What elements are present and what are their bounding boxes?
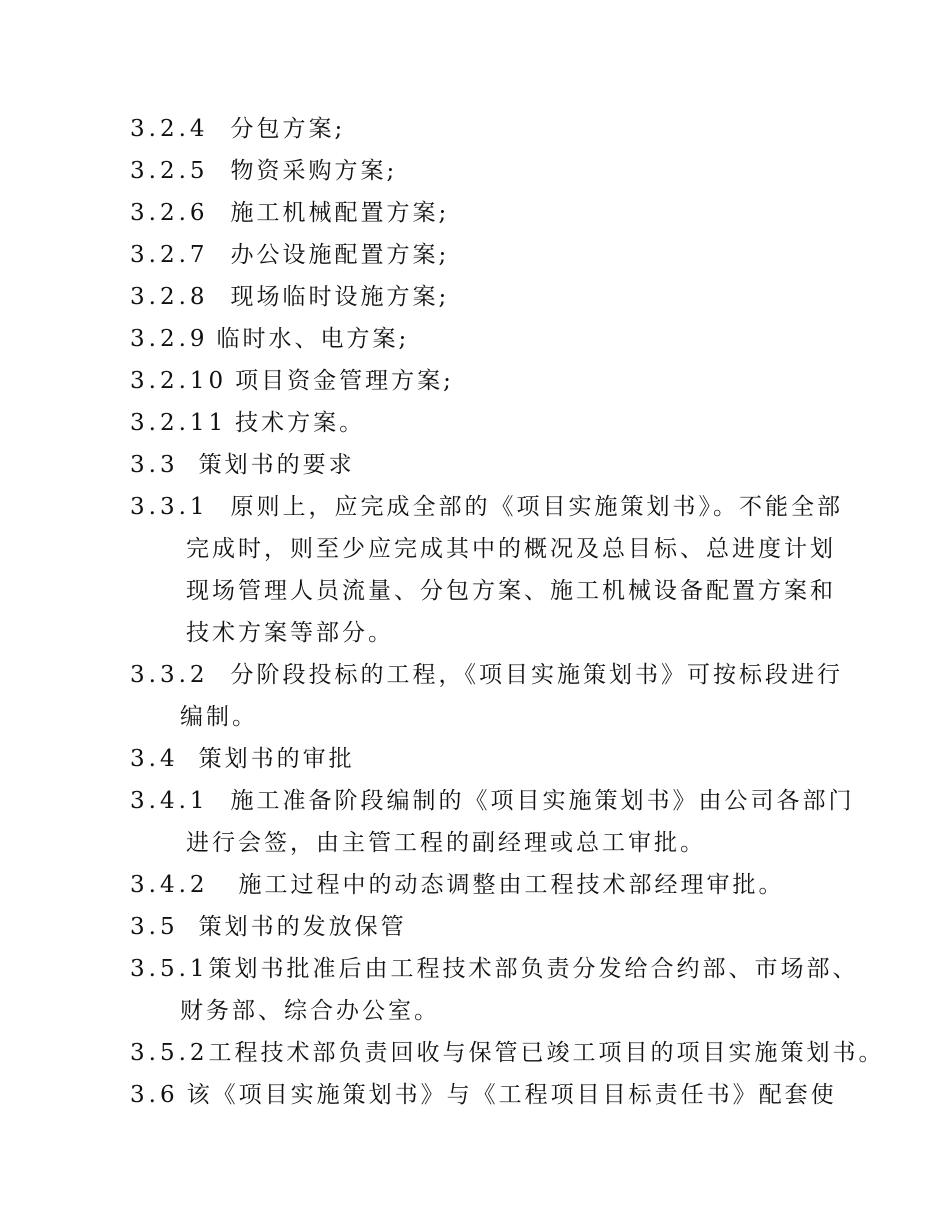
paragraph-line: 策划书批准后由工程技术部负责分发给合约部、市场部、 — [208, 956, 859, 982]
paragraph-3-5-2 — [130, 1032, 885, 1074]
section-heading-3-5 — [130, 906, 830, 948]
paragraph-line: 工程技术部负责回收与保管已竣工项目的项目实施策划书。 — [208, 1040, 885, 1066]
paragraph-line: 原则上，应完成全部的《项目实施策划书》。不能全部 — [230, 494, 844, 520]
section-number: 3.4 — [130, 746, 179, 772]
item-number: 3.2.8 — [130, 284, 209, 310]
item-text: 分包方案; — [230, 116, 346, 142]
item-text: 技术方案。 — [235, 410, 366, 436]
paragraph-3-3-1 — [130, 486, 844, 654]
list-item-3-2-6 — [130, 192, 830, 234]
paragraph-line: 财务部、综合办公室。 — [180, 998, 440, 1024]
paragraph-line: 现场管理人员流量、分包方案、施工机械设备配置方案和 — [186, 578, 836, 604]
paragraph-number: 3.5.2 — [130, 1040, 209, 1066]
paragraph-line: 该《项目实施策划书》与《工程项目目标责任书》配套使 — [186, 1082, 837, 1108]
item-number: 3.2.9 — [130, 326, 209, 352]
paragraph-number: 3.5.1 — [130, 956, 209, 982]
section-title: 策划书的发放保管 — [198, 914, 407, 940]
paragraph-3-4-1 — [130, 780, 855, 864]
section-number: 3.5 — [130, 914, 179, 940]
item-number: 3.2.11 — [130, 410, 228, 436]
paragraph-number: 3.4.2 — [130, 872, 209, 898]
list-item-3-2-5 — [130, 150, 830, 192]
section-heading-3-4 — [130, 738, 830, 780]
item-number: 3.2.4 — [130, 116, 209, 142]
item-number: 3.2.7 — [130, 242, 209, 268]
item-text: 项目资金管理方案; — [235, 368, 454, 394]
item-text: 施工机械配置方案; — [230, 200, 450, 226]
list-item-3-2-9 — [130, 318, 830, 360]
paragraph-3-6 — [130, 1074, 837, 1116]
paragraph-line: 技术方案等部分。 — [186, 620, 394, 646]
paragraph-line: 施工过程中的动态调整由工程技术部经理审批。 — [238, 872, 785, 898]
paragraph-3-5-1 — [130, 948, 859, 1032]
section-number: 3.6 — [130, 1082, 179, 1108]
paragraph-line: 分阶段投标的工程，《项目实施策划书》可按标段进行 — [230, 662, 844, 688]
paragraph-line: 进行会签，由主管工程的副经理或总工审批。 — [186, 830, 706, 856]
document-body — [130, 108, 885, 1116]
item-text: 物资采购方案; — [230, 158, 398, 184]
item-text: 办公设施配置方案; — [230, 242, 450, 268]
item-number: 3.2.10 — [130, 368, 228, 394]
paragraph-line: 编制。 — [180, 704, 258, 730]
item-text: 临时水、电方案; — [216, 326, 410, 352]
item-number: 3.2.5 — [130, 158, 209, 184]
list-item-3-2-4 — [130, 108, 830, 150]
paragraph-line: 施工准备阶段编制的《项目实施策划书》由公司各部门 — [230, 788, 855, 814]
list-item-3-2-11 — [130, 402, 830, 444]
paragraph-number: 3.3.1 — [130, 494, 209, 520]
paragraph-line: 完成时，则至少应完成其中的概况及总目标、总进度计划 — [186, 536, 836, 562]
list-item-3-2-10 — [130, 360, 830, 402]
section-number: 3.3 — [130, 452, 179, 478]
section-title: 策划书的审批 — [198, 746, 355, 772]
section-title: 策划书的要求 — [198, 452, 355, 478]
paragraph-number: 3.3.2 — [130, 662, 209, 688]
paragraph-3-4-2 — [130, 864, 830, 906]
paragraph-3-3-2 — [130, 654, 844, 738]
section-heading-3-3 — [130, 444, 830, 486]
list-item-3-2-8 — [130, 276, 830, 318]
item-text: 现场临时设施方案; — [230, 284, 450, 310]
list-item-3-2-7 — [130, 234, 830, 276]
item-number: 3.2.6 — [130, 200, 209, 226]
paragraph-number: 3.4.1 — [130, 788, 209, 814]
